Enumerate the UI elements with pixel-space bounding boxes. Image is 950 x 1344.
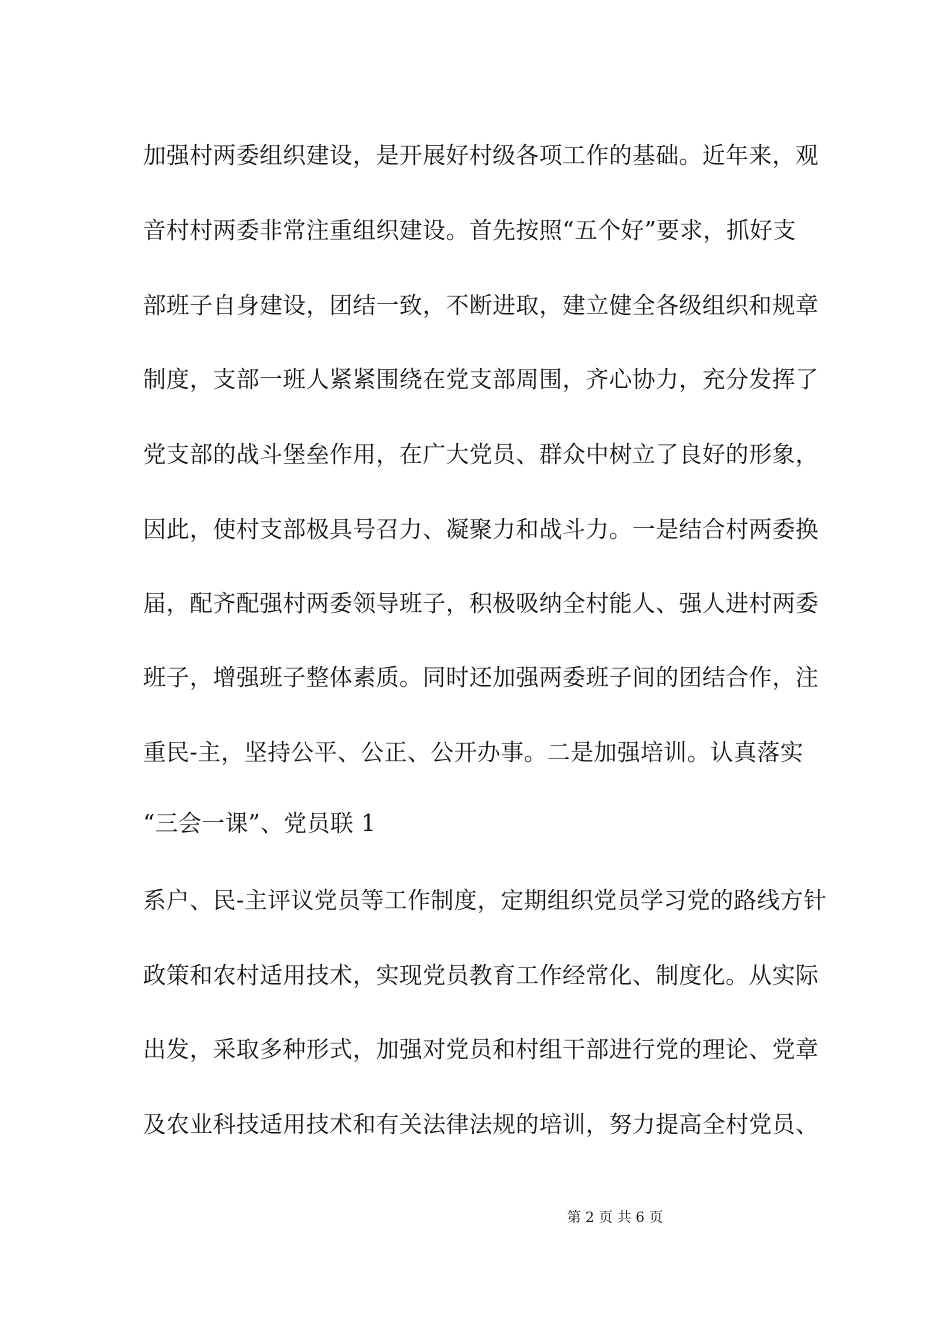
text-line-10: “三会一课”、党员联 1 xyxy=(143,811,377,837)
text-line-4: 制度，支部一班人紧紧围绕在党支部周围，齐心协力，充分发挥了 xyxy=(143,367,819,393)
page-number-label: 第 2 页 共 6 页 xyxy=(566,1210,664,1226)
text-line-3: 部班子自身建设，团结一致，不断进取，建立健全各级组织和规章 xyxy=(143,293,819,319)
text-line-12: 政策和农村适用技术，实现党员教育工作经常化、制度化。从实际 xyxy=(143,963,819,989)
text-line-7: 届，配齐配强村两委领导班子，积极吸纳全村能人、强人进村两委 xyxy=(143,591,819,617)
text-line-5: 党支部的战斗堡垒作用，在广大党员、群众中树立了良好的形象， xyxy=(143,442,819,468)
page-footer xyxy=(0,1208,950,1228)
text-line-13: 出发，采取多种形式，加强对党员和村组干部进行党的理论、党章 xyxy=(143,1037,819,1063)
text-line-8: 班子，增强班子整体素质。同时还加强两委班子间的团结合作，注 xyxy=(143,665,819,691)
text-line-6: 因此，使村支部极具号召力、凝聚力和战斗力。一是结合村两委换 xyxy=(143,517,819,543)
text-line-11: 系户、民-主评议党员等工作制度，定期组织党员学习党的路线方针 xyxy=(143,888,827,914)
text-line-9: 重民-主，坚持公平、公正、公开办事。二是加强培训。认真落实 xyxy=(143,740,804,766)
text-line-14: 及农业科技适用技术和有关法律法规的培训，努力提高全村党员、 xyxy=(143,1112,819,1138)
text-line-2: 音村村两委非常注重组织建设。首先按照“五个好”要求，抓好支 xyxy=(143,218,797,244)
text-line-1: 加强村两委组织建设，是开展好村级各项工作的基础。近年来，观 xyxy=(143,143,819,169)
